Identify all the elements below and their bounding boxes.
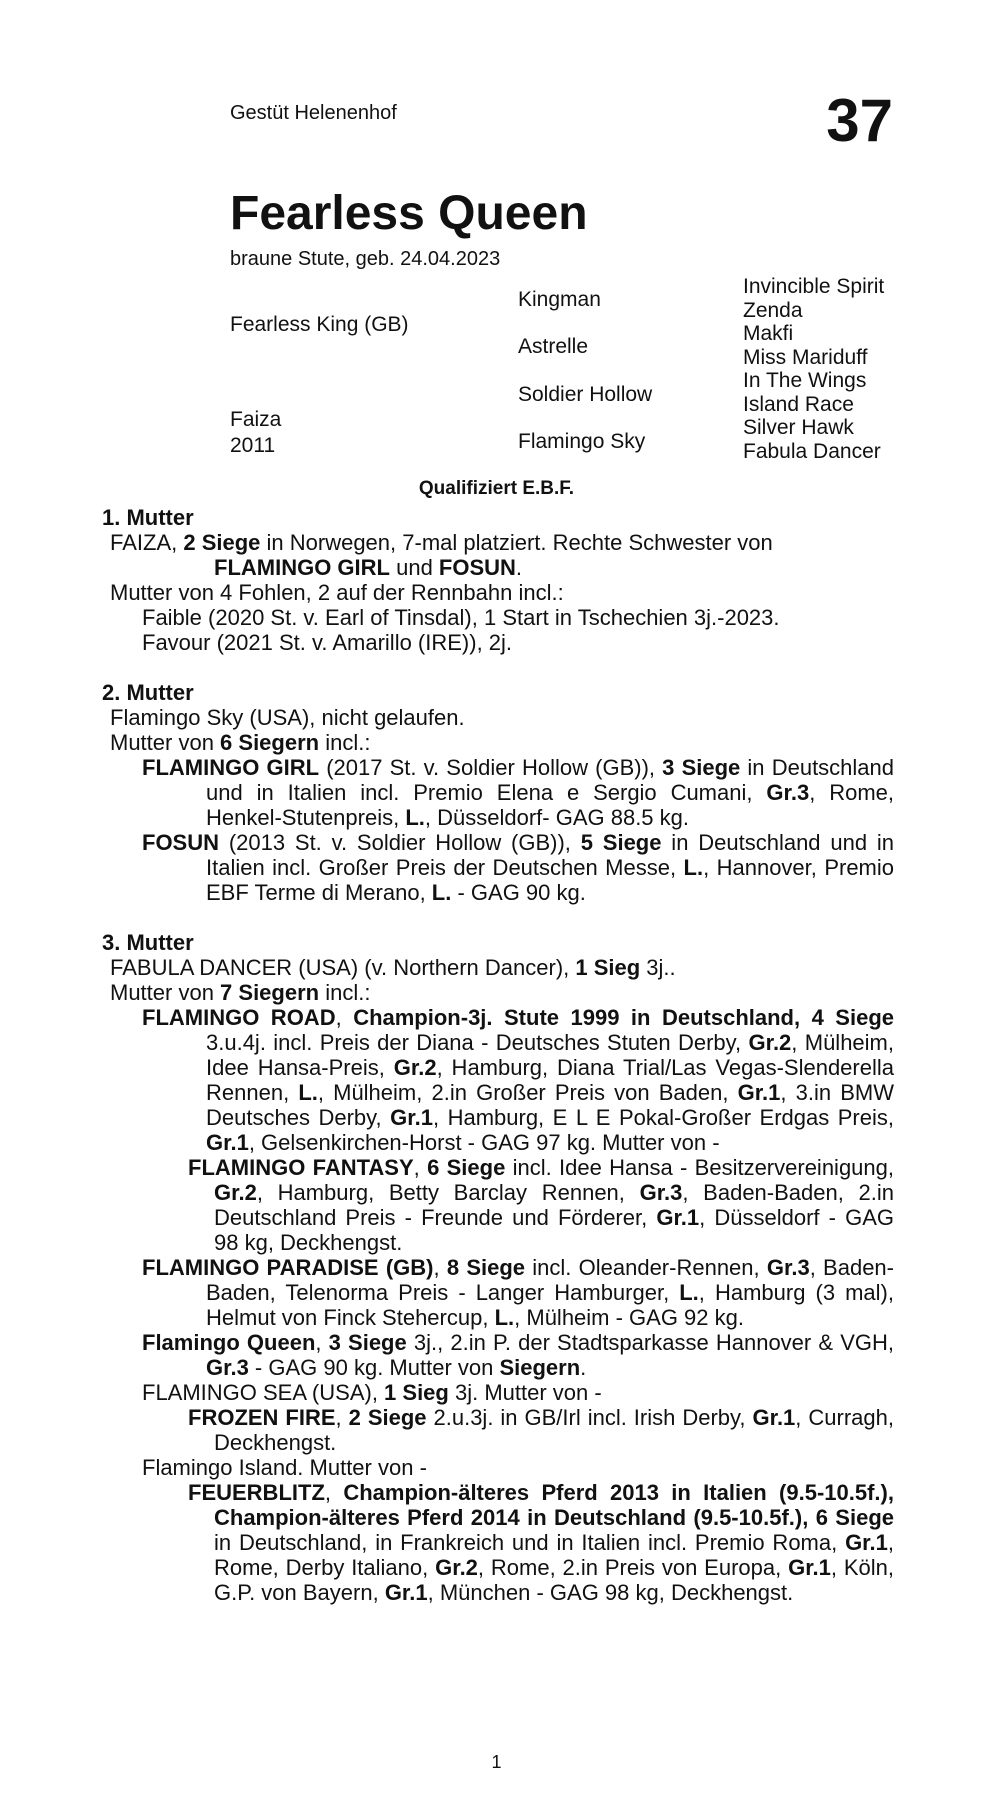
horse-name: FEUERBLITZ (188, 1480, 325, 1505)
grade: Gr.3 (639, 1180, 683, 1205)
champion-title: Champion-3j. Stute 1999 in Deutschland, 4 Siege (353, 1005, 894, 1030)
produce-entry (102, 1330, 894, 1380)
text: . (580, 1355, 587, 1380)
sibling-name: FOSUN (438, 555, 516, 580)
section-heading: 2. Mutter (102, 680, 194, 705)
text: , Hamburg, Diana Trial/Las Vegas-Slenderella Rennen, (206, 1055, 894, 1105)
grade: L. (431, 880, 452, 905)
lot-number: 37 (826, 87, 893, 154)
grade: L. (683, 855, 704, 880)
text: 2.u.3j. in GB/Irl incl. Irish Derby, (426, 1405, 753, 1430)
pedigree-g3-ancestor: Miss Mariduff (743, 345, 868, 369)
produce-summary (102, 730, 894, 755)
winners-count: 6 Siegern (220, 730, 320, 755)
text: (2017 St. v. Soldier Hollow (GB)), (319, 755, 663, 780)
text: (2013 St. v. Soldier Hollow (GB)), (219, 830, 581, 855)
text: , Mülheim, Idee Hansa-Preis, (206, 1030, 894, 1080)
section-heading: 1. Mutter (102, 505, 194, 530)
wins: 6 Siege (427, 1155, 506, 1180)
grade: L. (405, 805, 425, 830)
text: , Düsseldorf- GAG 88.5 kg. (424, 805, 689, 830)
text: FAIZA, (110, 530, 184, 555)
horse-name: FLAMINGO ROAD (142, 1005, 336, 1030)
text: , 3.in BMW Deutsches Derby, (206, 1080, 894, 1130)
pedigree-sire: Fearless King (GB) (230, 313, 409, 336)
horse-description: braune Stute, geb. 24.04.2023 (230, 248, 501, 270)
section-second-dam (102, 680, 894, 905)
dam-summary (102, 955, 894, 980)
grade: Gr.1 (384, 1580, 428, 1605)
horse-name: FOSUN (142, 830, 219, 855)
horse-name: FLAMINGO PARADISE (GB) (142, 1255, 434, 1280)
produce-entry: Faible (2020 St. v. Earl of Tinsdal), 1 Start in Tschechien 3j.-2023. (142, 605, 780, 630)
produce-entry (102, 1480, 894, 1605)
produce-entry (102, 1380, 894, 1405)
pedigree-dam-sire: Soldier Hollow (518, 383, 653, 406)
pedigree-g3-ancestor: Silver Hawk (743, 416, 854, 439)
produce-entry (102, 1155, 894, 1255)
text: , Hamburg, Betty Barclay Rennen, (256, 1180, 640, 1205)
horse-name: Fearless Queen (230, 187, 588, 240)
text: , (335, 1005, 354, 1030)
grade: Gr.2 (214, 1180, 257, 1205)
grade: Gr.3 (766, 780, 810, 805)
text: , Baden-Baden, Telenorma Preis - Langer Hamburger, (206, 1255, 894, 1305)
qualification-note: Qualifiziert E.B.F. (418, 478, 575, 499)
text: , Gelsenkirchen-Horst - GAG 97 kg. Mutter von - (248, 1130, 720, 1155)
text: , (413, 1155, 428, 1180)
text: in Deutschland und in Italien incl. Premio Elena e Sergio Cumani, (206, 755, 895, 805)
text: , Köln, G.P. von Bayern, (214, 1555, 895, 1605)
text: , (433, 1255, 447, 1280)
grade: Gr.2 (435, 1555, 478, 1580)
grade: Gr.1 (390, 1105, 433, 1130)
pedigree-g3-ancestor: Island Race (743, 392, 854, 416)
text: , Hamburg, E L E Pokal-Großer Erdgas Preis, (432, 1105, 894, 1130)
text: Mutter von (110, 980, 221, 1005)
wins: 3 Siege (662, 755, 741, 780)
dam-summary: Flamingo Sky (USA), nicht gelaufen. (110, 705, 465, 730)
wins: 8 Siege (446, 1255, 526, 1280)
wins: 2 Siege (183, 530, 261, 555)
text: , (335, 1405, 349, 1430)
wins: 1 Sieg (384, 1380, 449, 1405)
text: , (315, 1330, 329, 1355)
text: 3.u.4j. incl. Preis der Diana - Deutsches Stuten Derby, (206, 1030, 749, 1055)
text: FABULA DANCER (USA) (v. Northern Dancer), (110, 955, 576, 980)
text: Mutter von (110, 730, 221, 755)
horse-name: FLAMINGO SEA (USA), (142, 1380, 385, 1405)
text: , Rome, Derby Italiano, (214, 1530, 894, 1580)
text: - GAG 90 kg. Mutter von (248, 1355, 500, 1380)
horse-name: Flamingo Queen (142, 1330, 316, 1355)
text: , Hamburg (3 mal), Helmut von Finck Stehercup, (206, 1280, 894, 1330)
wins: 3 Siege (328, 1330, 407, 1355)
text: und (389, 555, 439, 580)
section-heading: 3. Mutter (102, 930, 194, 955)
text: in Deutschland und in Italien incl. Großer Preis der Deutschen Messe, (206, 830, 894, 880)
pedigree-sire-dam: Astrelle (518, 335, 589, 358)
grade: Gr.1 (788, 1555, 831, 1580)
pedigree-dam: Faiza (230, 408, 282, 431)
champion-title: Champion-älteres Pferd 2013 in Italien (9.5-10.5f.), Champion-älteres Pferd 2014 in Deutschland (9.5-10.5f.), 6 Siege (214, 1480, 894, 1530)
horse-name: FLAMINGO GIRL (142, 755, 320, 780)
produce-entry: Favour (2021 St. v. Amarillo (IRE)), 2j. (142, 630, 513, 655)
grade: Gr.1 (752, 1405, 796, 1430)
text: , Curragh, Deckhengst. (214, 1405, 894, 1455)
grade: Gr.1 (845, 1530, 888, 1555)
produce-entry (102, 830, 894, 905)
grade: L. (494, 1305, 515, 1330)
text: incl. Oleander-Rennen, (525, 1255, 767, 1280)
pedigree-g3-ancestor: Fabula Dancer (743, 439, 881, 463)
sibling-name: FLAMINGO GIRL (214, 555, 390, 580)
produce-entry (102, 1405, 894, 1455)
text: , Baden-Baden, 2.in Deutschland Preis - Freunde und Förderer, (214, 1180, 894, 1230)
pedigree-dam-year: 2011 (230, 434, 276, 457)
grade: Gr.2 (393, 1055, 437, 1080)
text: , Mülheim, 2.in Großer Preis von Baden, (317, 1080, 738, 1105)
stud-farm-name: Gestüt Helenenhof (230, 102, 397, 124)
produce-entry (102, 1255, 894, 1330)
wins: 2 Siege (348, 1405, 427, 1430)
pedigree-dam-dam: Flamingo Sky (518, 430, 646, 453)
text: - GAG 90 kg. (451, 880, 586, 905)
pedigree-g3-ancestor: Makfi (743, 322, 794, 345)
winners: Siegern (499, 1355, 581, 1380)
pedigree-g3-ancestor: Invincible Spirit (743, 275, 885, 298)
text: , Hannover, Premio EBF Terme di Merano, (206, 855, 895, 905)
text: incl. Idee Hansa - Besitzervereinigung, (505, 1155, 894, 1180)
text: , Rome, Henkel-Stutenpreis, (206, 780, 894, 830)
grade: Gr.3 (766, 1255, 810, 1280)
text: , Rome, 2.in Preis von Europa, (477, 1555, 789, 1580)
text: in Deutschland, in Frankreich und in Italien incl. Premio Roma, (214, 1530, 846, 1555)
pedigree-g3-ancestor: In The Wings (743, 369, 867, 392)
grade: Gr.1 (737, 1080, 781, 1105)
grade: Gr.1 (656, 1205, 700, 1230)
section-third-dam (102, 930, 894, 1605)
text: 3j.. (640, 955, 676, 980)
horse-name: FLAMINGO FANTASY (188, 1155, 414, 1180)
wins: 5 Siege (580, 830, 662, 855)
text: incl.: (319, 730, 371, 755)
winners-count: 7 Siegern (220, 980, 320, 1005)
text: . (515, 555, 523, 580)
horse-name: FROZEN FIRE (188, 1405, 336, 1430)
text: , (324, 1480, 344, 1505)
produce-entry (102, 755, 894, 830)
dam-summary (102, 530, 894, 555)
produce-entry (102, 1005, 894, 1155)
text: in Norwegen, 7-mal platziert. Rechte Schwester von (260, 530, 773, 555)
produce-summary: Mutter von 4 Fohlen, 2 auf der Rennbahn incl.: (110, 580, 564, 605)
produce-entry: Flamingo Island. Mutter von - (142, 1455, 427, 1480)
produce-summary (102, 980, 894, 1005)
dam-siblings (102, 555, 894, 580)
grade: Gr.1 (206, 1130, 249, 1155)
text: , Düsseldorf - GAG 98 kg, Deckhengst. (214, 1205, 894, 1255)
wins: 1 Sieg (575, 955, 641, 980)
text: 3j., 2.in P. der Stadtsparkasse Hannover & VGH, (406, 1330, 894, 1355)
text: , München - GAG 98 kg, Deckhengst. (427, 1580, 794, 1605)
text: 3j. Mutter von - (448, 1380, 602, 1405)
grade: L. (298, 1080, 318, 1105)
text: , Mülheim - GAG 92 kg. (514, 1305, 744, 1330)
pedigree-g3-ancestor: Zenda (743, 298, 803, 322)
grade: Gr.3 (206, 1355, 249, 1380)
pedigree-sire-sire: Kingman (518, 288, 601, 311)
text: incl.: (319, 980, 371, 1005)
section-first-dam (102, 505, 894, 655)
page-number: 1 (491, 1752, 502, 1772)
grade: Gr.2 (748, 1030, 792, 1055)
grade: L. (679, 1280, 699, 1305)
